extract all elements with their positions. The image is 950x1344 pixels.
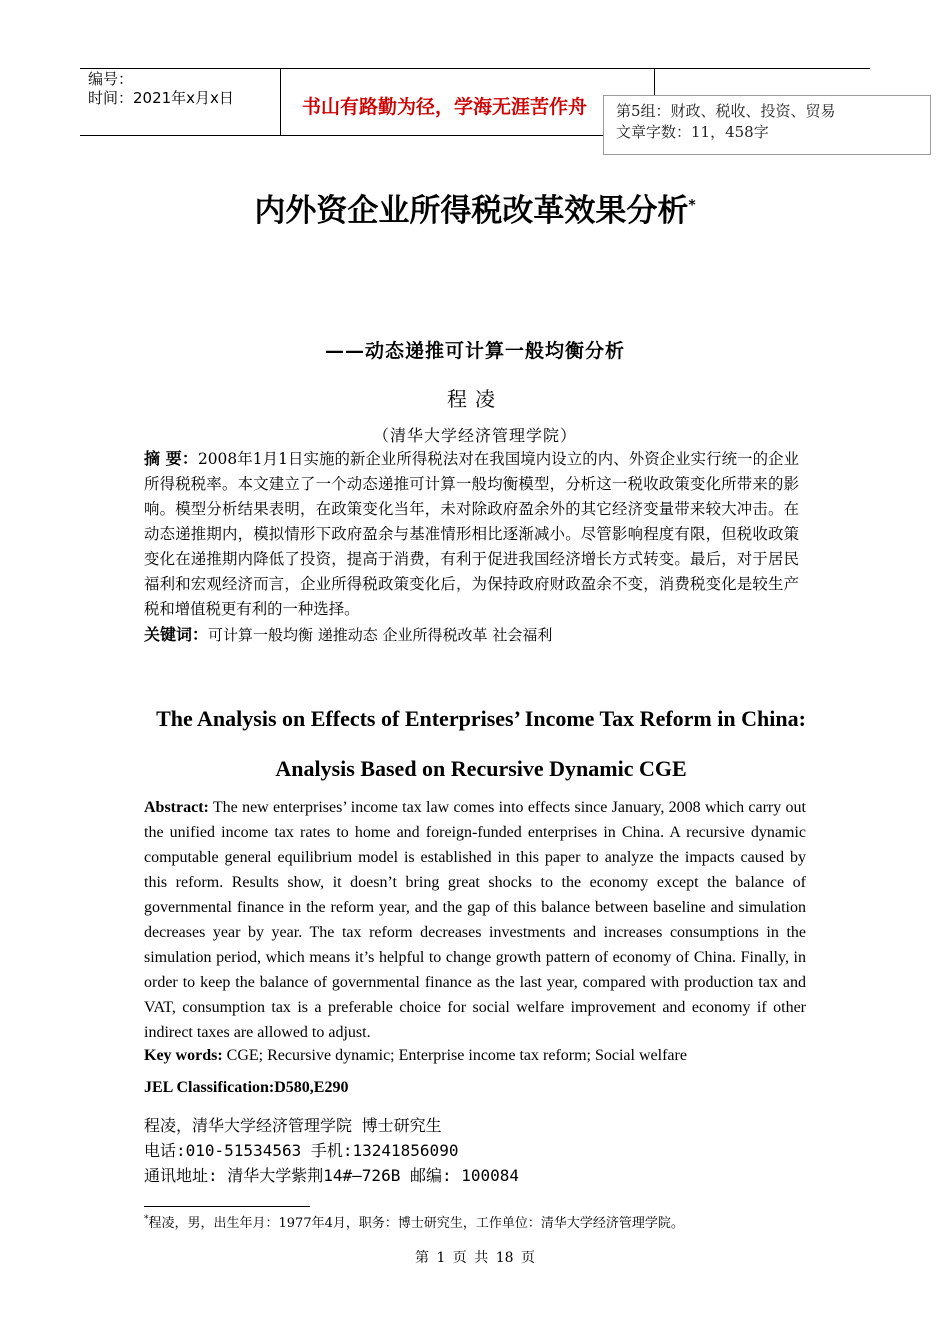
abstract-en-label: Abstract: [144,799,209,816]
title-text: 内外资企业所得税改革效果分析 [254,193,689,229]
abstract-cn-text: 2008年1月1日实施的新企业所得税法对在我国境内设立的内、外资企业实行统一的企业所得税税率。本文建立了一个动态递推可计算一般均衡模型，分析这一税收政策变化所带来的影响。模型分析结果表明，在政策变化当年，未对除政府盈余外的其它经济变量带来较大冲击。在动态递推期内，模拟情形下政府盈余与基准情形相比逐渐减小。尽管影响程度有限，但税收政策变化在递推期内降低了投资，提高于消费，有利于促进我国经济增长方式转变。最后，对于居民福利和宏观经济而言，企业所得税政策变化后，为保持政府财政盈余不变，消费税变化是较生产税和增值税更有利的一种选择。 [144,450,799,618]
header-divider [654,68,655,96]
contact-line: 通讯地址: 清华大学紫荆14#—726B 邮编: 100084 [144,1166,520,1185]
keywords-en-text: CGE; Recursive dynamic; Enterprise income tax reform; Social welfare [222,1047,687,1064]
motto: 书山有路勤为径，学海无涯苦作舟 [302,96,588,118]
abstract-cn-label: 摘 要： [144,449,198,468]
header-divider [280,68,281,135]
jel-classification: JEL Classification:D580,E290 [144,1079,349,1096]
footnote [144,1212,684,1231]
header-bottom-rule [80,135,655,136]
contact-line: 程凌，清华大学经济管理学院 博士研究生 [144,1116,442,1135]
header-top-rule [80,68,870,69]
subtitle: ——动态递推可计算一般均衡分析 [324,340,625,362]
footnote-text: 程凌，男，出生年月：1977年4月，职务：博士研究生，工作单位：清华大学经济管理学院。 [148,1216,684,1231]
contact-line: 电话:010-51534563 手机:13241856090 [144,1141,459,1160]
page-title [0,185,950,230]
keywords-en [144,1043,844,1068]
english-title-line2: Analysis Based on Recursive Dynamic CGE [275,756,687,781]
group-label: 第5组：财政、税收、投资、贸易 [616,102,836,120]
abstract-en-text: The new enterprises’ income tax law comes into effects since January, 2008 which carry out the unified income tax rates to home and foreign-funded enterprises in China. A recursive dynamic computable general equilibrium model is established in this paper to analyze the impacts caused by this reform. Results show, it doesn’t bring great shocks to the economy except the balance of governmental finance in the reform year, and the gap of this balance between baseline and simulation decreases year by year. The tax reform decreases investments and increases consumptions in the simulation period, which means it’s helpful to change growth pattern of economy of China. Finally, in order to keep the balance of governmental finance as the last year, compared with production tax and VAT, consumption tax is a preferable choice for social welfare improvement and economy if other indirect taxes are allowed to adjust. [144,799,806,1041]
page-number: 第 1 页 共 18 页 [415,1250,535,1266]
affiliation: （清华大学经济管理学院） [372,426,577,445]
footnote-marker: * [144,1214,149,1225]
footnote-rule [144,1206,310,1207]
abstract-en [144,795,806,1045]
keywords-en-label: Key words: [144,1047,223,1064]
english-title-line1: The Analysis on Effects of Enterprises’ Income Tax Reform in China: [156,706,806,731]
group-info-box [603,95,931,155]
title-footnote-marker: * [688,197,696,214]
abstract-cn [144,446,799,622]
time-label: 时间：2021年x月x日 [88,89,234,107]
keywords-cn-label: 关键词： [144,625,209,644]
header-meta [88,70,234,108]
keywords-cn-text: 可计算一般均衡 递推动态 企业所得税改革 社会福利 [208,626,553,644]
author: 程凌 [447,387,503,411]
number-label: 编号： [88,70,134,88]
contact-info [144,1113,519,1188]
keywords-cn [144,622,844,648]
word-count: 文章字数：11，458字 [616,123,769,141]
